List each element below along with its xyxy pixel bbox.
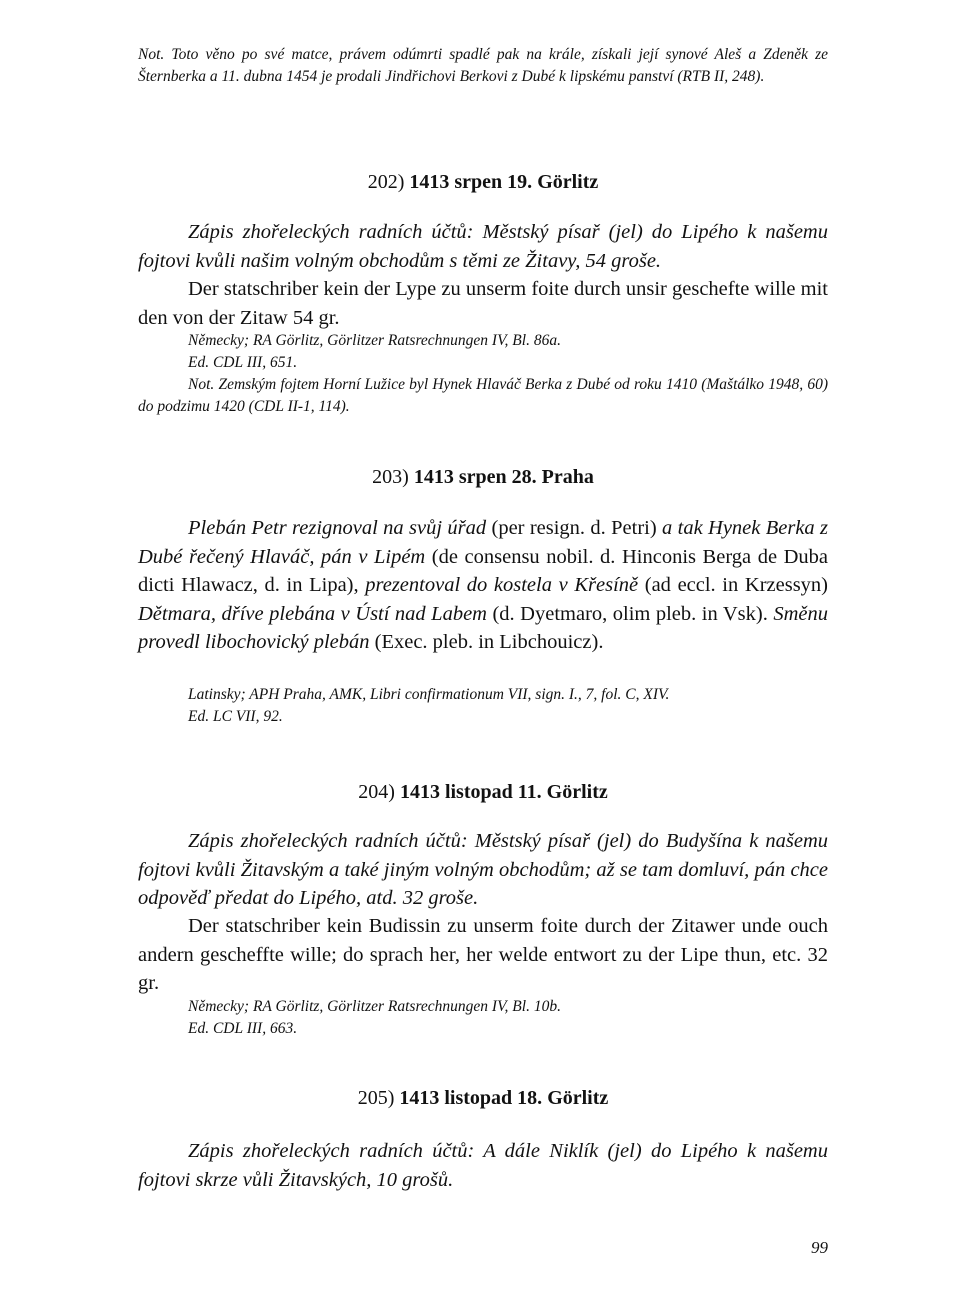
- segment-cz: a tak Hynek Berka z Dubé řečený Hlaváč, pán v Lipém: [138, 517, 828, 568]
- entry-202-original: Der statschriber kein der Lype zu unserm foite durch unsir geschefte wille mit den von der Zitaw 54 gr.: [138, 278, 828, 329]
- entry-202-czech: Zápis zhořeleckých radních účtů: Městský písař (jel) do Lipého k našemu fojtovi kvůli našim volným obchodům s těmi ze Žitavy, 54 groše.: [138, 221, 828, 272]
- segment-cz: Dětmara, dříve plebána v Ústí nad Labem: [138, 602, 487, 625]
- entry-204-source: Německy; RA Görlitz, Görlitzer Ratsrechnungen IV, Bl. 10b.: [188, 998, 561, 1015]
- entry-205-czech: Zápis zhořeleckých radních účtů: A dále Niklík (jel) do Lipého k našemu fojtovi skrze vůli Žitavských, 10 grošů.: [138, 1140, 828, 1191]
- entry-number: 203): [372, 466, 409, 488]
- entry-place: Görlitz: [546, 781, 608, 803]
- segment-cz: Plebán Petr rezignoval na svůj úřad: [188, 517, 487, 539]
- entry-203-heading: [138, 465, 828, 489]
- entry-203-source: Latinsky; APH Praha, AMK, Libri confirmationum VII, sign. I., 7, fol. C, XIV.: [188, 686, 670, 703]
- entry-204-heading: [138, 780, 828, 804]
- segment-la: (per resign. d. Petri): [486, 517, 663, 539]
- segment-la: (ad eccl. in Krzessyn): [638, 574, 828, 596]
- entry-202-source: Německy; RA Görlitz, Görlitzer Ratsrechnungen IV, Bl. 86a.: [188, 332, 561, 349]
- entry-202-edition: Ed. CDL III, 651.: [188, 354, 298, 371]
- entry-place: Praha: [541, 466, 594, 488]
- entry-202-note: Not. Zemským fojtem Horní Lužice byl Hynek Hlaváč Berka z Dubé od roku 1410 (Maštálko 1948, 60) do podzimu 1420 (CDL II-1, 114).: [138, 376, 828, 415]
- entry-203-text: [138, 514, 828, 657]
- entry-number: 205): [357, 1087, 395, 1109]
- entry-number: 204): [358, 781, 395, 803]
- entry-202-heading: [138, 170, 828, 194]
- entry-place: Görlitz: [547, 1087, 609, 1109]
- entry-204-original: Der statschriber kein Budissin zu unserm foite durch der Zitawer unde ouch andern gescheffte wille; do sprach her, her welde entwort zu der Lipe thun, etc. 32 gr.: [138, 915, 828, 994]
- entry-place: Görlitz: [537, 171, 599, 193]
- entry-date: 1413 srpen 19.: [409, 171, 533, 193]
- segment-la: (de consensu nobil. d. Hinconis Berga de Duba dicti Hlawacz, d. in Lipa),: [138, 545, 828, 596]
- entry-number: 202): [367, 171, 405, 193]
- entry-date: 1413 listopad 18.: [399, 1087, 543, 1109]
- entry-date: 1413 srpen 28.: [413, 466, 537, 488]
- entry-204-edition: Ed. CDL III, 663.: [188, 1020, 298, 1037]
- segment-cz: Směnu provedl libochovický plebán: [138, 602, 828, 653]
- segment-cz: prezentoval do kostela v Křesíně: [365, 574, 639, 596]
- segment-la: (d. Dyetmaro, olim pleb. in Vsk).: [486, 602, 774, 625]
- segment-la: (Exec. pleb. in Libchouicz).: [369, 631, 604, 653]
- page-number: 99: [811, 1238, 828, 1257]
- top-note: Not. Toto věno po své matce, právem odúmrti spadlé pak na krále, získali její synové Aleš a Zdeněk ze Šternberka a 11. dubna 1454 je prodali Jindřichovi Berkovi z Dubé k lipskému panství (RTB II, 248).: [138, 46, 828, 85]
- entry-203-edition: Ed. LC VII, 92.: [188, 708, 283, 725]
- entry-date: 1413 listopad 11.: [399, 781, 542, 803]
- entry-204-czech: Zápis zhořeleckých radních účtů: Městský písař (jel) do Budyšína k našemu fojtovi kvůli Žitavským a také jiným volným obchodům; až se tam domluví, pán chce odpověď předat do Lipého, atd. 32 groše.: [138, 830, 828, 909]
- entry-205-heading: [138, 1086, 828, 1110]
